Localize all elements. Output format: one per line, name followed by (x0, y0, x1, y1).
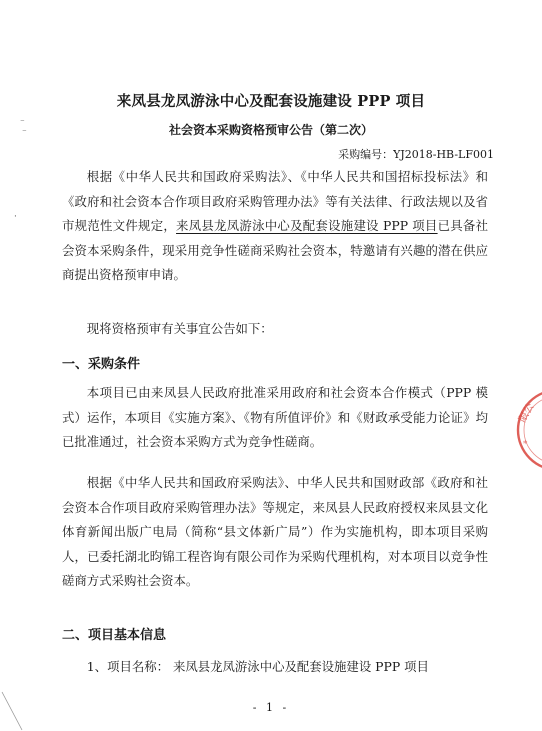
scan-mark-3: · (14, 212, 17, 222)
scan-mark-1: ⁻ (20, 118, 25, 128)
svg-text:∗: ∗ (522, 438, 529, 448)
red-seal-stamp (510, 385, 542, 475)
intro-text-a: 根据《中华人民共和国政府采购法》、《中华人民共和国招标投标法》和《政府和社会资本合作项目政府采购管理办法》等有关法律、行政法规以及省市规范性文件规定， (62, 169, 488, 234)
document-title: 来凤县龙凤游泳中心及配套设施建设 PPP 项目 (116, 93, 426, 110)
paragraph-authorization: 根据《中华人民共和国政府采购法》、中华人民共和国财政部《政府和社会资本合作项目政府采购管理办法》等规定，来凤县人民政府授权来凤县文化体育新闻出版广电局（简称“县文体新广局”）作为实施机构，即本项目采购人，已委托湖北昀锦工程咨询有限公司作为采购代理机构，对本项目以竞争性磋商方式采购社会资本。 (62, 475, 488, 589)
paragraph-announce: 现将资格预审有关事宜公告如下： (86, 321, 273, 336)
procurement-number: 采购编号：YJ2018-HB-LF001 (338, 148, 494, 161)
page-number: - 1 - (252, 701, 290, 714)
intro-project-name: 来凤县龙凤游泳中心及配套设施建设 PPP 项目 (176, 218, 438, 234)
project-name-item: 1、项目名称： 来凤县龙凤游泳中心及配套设施建设 PPP 项目 (86, 659, 429, 674)
heading-project-info: 二、项目基本信息 (62, 628, 167, 643)
intro-text-b: 已具备社会资本采购条件，现采用竞争性磋商采购社会资本，特邀请有兴趣的潜在供应商提出资格预审申请。 (62, 218, 488, 283)
svg-text:限公: 限公 (517, 401, 537, 425)
scan-mark-2: ⁻ (22, 128, 27, 138)
heading-procurement-conditions: 一、采购条件 (62, 357, 141, 372)
scan-edge-mark (0, 690, 40, 731)
document-subtitle: 社会资本采购资格预审公告（第二次） (168, 123, 373, 137)
paragraph-intro (62, 165, 488, 288)
paragraph-conditions: 本项目已由来凤县人民政府批准采用政府和社会资本合作模式（PPP 模式）运作，本项目《实施方案》、《物有所值评价》和《财政承受能力论证》均已批准通过，社会资本采购方式为竞争性磋商。 (62, 385, 488, 450)
